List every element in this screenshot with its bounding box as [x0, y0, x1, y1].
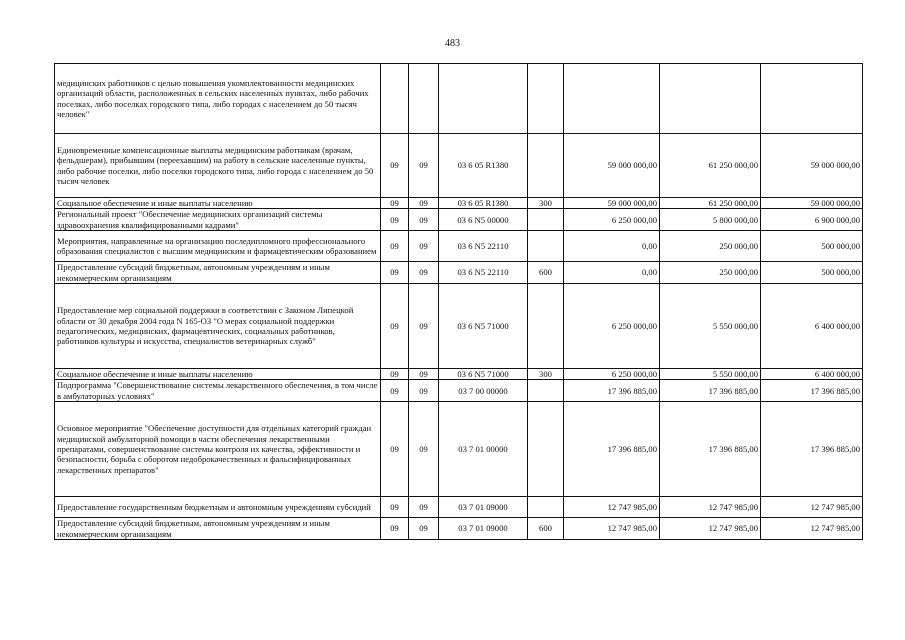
row-subsection-cell: 09	[409, 134, 439, 198]
row-section-cell: 09	[381, 380, 409, 402]
row-amount-year3-cell: 500 000,00	[761, 231, 863, 262]
row-expense-type-cell: 600	[528, 518, 564, 540]
row-amount-year1-cell: 17 396 885,00	[564, 380, 660, 402]
row-subsection-cell: 09	[409, 231, 439, 262]
row-expense-type-cell	[528, 284, 564, 369]
row-subsection-cell: 09	[409, 497, 439, 518]
row-section-cell: 09	[381, 209, 409, 231]
row-amount-year2-cell: 5 550 000,00	[660, 369, 761, 380]
row-amount-year2-cell	[660, 64, 761, 134]
row-subsection-cell: 09	[409, 402, 439, 497]
table-row	[55, 402, 863, 497]
row-name-cell: Мероприятия, направленные на организацию последипломного профессионального образования специалистов с высшим медицинским и фармацевтическим образованием	[55, 231, 381, 262]
row-amount-year3-cell: 6 400 000,00	[761, 284, 863, 369]
row-target-article-cell: 03 7 01 09000	[439, 497, 528, 518]
row-amount-year3-cell: 12 747 985,00	[761, 518, 863, 540]
row-subsection-cell	[409, 64, 439, 134]
row-amount-year1-cell: 12 747 985,00	[564, 518, 660, 540]
row-name-cell: медицинских работников с целью повышения укомплектованности медицинских организаций области, расположенных в сельских населенных пунктах, либо рабочих поселках, либо поселках городского типа, либо городах с населением до 50 тысяч человек"	[55, 64, 381, 134]
row-amount-year1-cell	[564, 64, 660, 134]
row-name-cell: Предоставление субсидий бюджетным, автономным учреждениям и иным некоммерческим организациям	[55, 518, 381, 540]
table-body	[55, 64, 863, 540]
row-amount-year1-cell: 17 396 885,00	[564, 402, 660, 497]
row-amount-year2-cell: 12 747 985,00	[660, 518, 761, 540]
row-target-article-cell: 03 7 01 09000	[439, 518, 528, 540]
row-name-cell: Основное мероприятие "Обеспечение доступности для отдельных категорий граждан медицинской амбулаторной помощи в части обеспечения лекарственными препаратами, совершенствование системы контроля их качества, эффективности и безопасности, борьба с оборотом недоброкачественных и фальсифицированных лекарственных препаратов"	[55, 402, 381, 497]
row-target-article-cell: 03 7 00 00000	[439, 380, 528, 402]
row-amount-year1-cell: 6 250 000,00	[564, 369, 660, 380]
row-expense-type-cell	[528, 64, 564, 134]
row-section-cell: 09	[381, 231, 409, 262]
table-row	[55, 284, 863, 369]
row-subsection-cell: 09	[409, 284, 439, 369]
row-section-cell: 09	[381, 402, 409, 497]
row-expense-type-cell	[528, 402, 564, 497]
row-expense-type-cell	[528, 134, 564, 198]
row-target-article-cell: 03 6 05 R1380	[439, 134, 528, 198]
row-target-article-cell: 03 6 N5 71000	[439, 369, 528, 380]
row-expense-type-cell	[528, 497, 564, 518]
row-amount-year1-cell: 59 000 000,00	[564, 198, 660, 209]
row-amount-year3-cell: 59 000 000,00	[761, 134, 863, 198]
row-amount-year2-cell: 61 250 000,00	[660, 134, 761, 198]
row-amount-year2-cell: 61 250 000,00	[660, 198, 761, 209]
row-amount-year3-cell: 17 396 885,00	[761, 402, 863, 497]
row-amount-year3-cell	[761, 64, 863, 134]
row-amount-year2-cell: 17 396 885,00	[660, 380, 761, 402]
row-amount-year2-cell: 250 000,00	[660, 231, 761, 262]
row-subsection-cell: 09	[409, 209, 439, 231]
row-amount-year3-cell: 12 747 985,00	[761, 497, 863, 518]
row-subsection-cell: 09	[409, 262, 439, 284]
table-row	[55, 209, 863, 231]
row-expense-type-cell: 600	[528, 262, 564, 284]
table-row	[55, 380, 863, 402]
row-amount-year1-cell: 12 747 985,00	[564, 497, 660, 518]
table-row	[55, 262, 863, 284]
row-expense-type-cell: 300	[528, 198, 564, 209]
row-expense-type-cell	[528, 231, 564, 262]
row-expense-type-cell	[528, 380, 564, 402]
row-amount-year3-cell: 6 900 000,00	[761, 209, 863, 231]
row-amount-year1-cell: 6 250 000,00	[564, 284, 660, 369]
row-amount-year2-cell: 5 800 000,00	[660, 209, 761, 231]
page-number: 483	[445, 38, 460, 49]
row-amount-year2-cell: 12 747 985,00	[660, 497, 761, 518]
row-name-cell: Предоставление субсидий бюджетным, автономным учреждениям и иным некоммерческим организациям	[55, 262, 381, 284]
row-target-article-cell: 03 6 N5 71000	[439, 284, 528, 369]
row-target-article-cell: 03 6 N5 00000	[439, 209, 528, 231]
table-row	[55, 198, 863, 209]
row-section-cell: 09	[381, 198, 409, 209]
row-section-cell: 09	[381, 518, 409, 540]
row-subsection-cell: 09	[409, 380, 439, 402]
table-row	[55, 134, 863, 198]
row-section-cell: 09	[381, 262, 409, 284]
table-row	[55, 497, 863, 518]
row-target-article-cell: 03 6 05 R1380	[439, 198, 528, 209]
row-expense-type-cell: 300	[528, 369, 564, 380]
table-row	[55, 231, 863, 262]
row-amount-year3-cell: 59 000 000,00	[761, 198, 863, 209]
row-amount-year3-cell: 17 396 885,00	[761, 380, 863, 402]
row-target-article-cell: 03 7 01 00000	[439, 402, 528, 497]
row-subsection-cell: 09	[409, 369, 439, 380]
row-amount-year2-cell: 250 000,00	[660, 262, 761, 284]
row-target-article-cell: 03 6 N5 22110	[439, 262, 528, 284]
row-amount-year1-cell: 0,00	[564, 262, 660, 284]
row-section-cell: 09	[381, 497, 409, 518]
row-amount-year3-cell: 500 000,00	[761, 262, 863, 284]
row-amount-year1-cell: 6 250 000,00	[564, 209, 660, 231]
row-name-cell: Единовременные компенсационные выплаты медицинским работникам (врачам, фельдшерам), прибывшим (переехавшим) на работу в сельские населенные пункты, либо рабочие поселки, либо поселки городского типа, либо города с населением до 50 тысяч человек	[55, 134, 381, 198]
row-section-cell	[381, 64, 409, 134]
row-name-cell: Предоставление государственным бюджетным и автономным учреждениям субсидий	[55, 497, 381, 518]
row-name-cell: Подпрограмма "Совершенствование системы лекарственного обеспечения, в том числе в амбулаторных условиях"	[55, 380, 381, 402]
row-expense-type-cell	[528, 209, 564, 231]
row-amount-year2-cell: 17 396 885,00	[660, 402, 761, 497]
table-row	[55, 64, 863, 134]
row-amount-year1-cell: 59 000 000,00	[564, 134, 660, 198]
table-row	[55, 518, 863, 540]
row-name-cell: Социальное обеспечение и иные выплаты населению	[55, 198, 381, 209]
budget-table	[54, 63, 863, 540]
row-section-cell: 09	[381, 284, 409, 369]
row-amount-year2-cell: 5 550 000,00	[660, 284, 761, 369]
row-name-cell: Социальное обеспечение и иные выплаты населению	[55, 369, 381, 380]
row-amount-year3-cell: 6 400 000,00	[761, 369, 863, 380]
row-subsection-cell: 09	[409, 198, 439, 209]
row-name-cell: Предоставление мер социальной поддержки в соответствии с Законом Липецкой области от 30 декабря 2004 года N 165-ОЗ "О мерах социальной поддержки педагогических, медицинских, фармацевтических, социальных работников, работников культуры и искусства, специалистов ветеринарных служб"	[55, 284, 381, 369]
table-row	[55, 369, 863, 380]
row-amount-year1-cell: 0,00	[564, 231, 660, 262]
row-section-cell: 09	[381, 134, 409, 198]
row-section-cell: 09	[381, 369, 409, 380]
row-subsection-cell: 09	[409, 518, 439, 540]
row-target-article-cell: 03 6 N5 22110	[439, 231, 528, 262]
row-name-cell: Региональный проект "Обеспечение медицинских организаций системы здравоохранения квалифицированными кадрами"	[55, 209, 381, 231]
row-target-article-cell	[439, 64, 528, 134]
